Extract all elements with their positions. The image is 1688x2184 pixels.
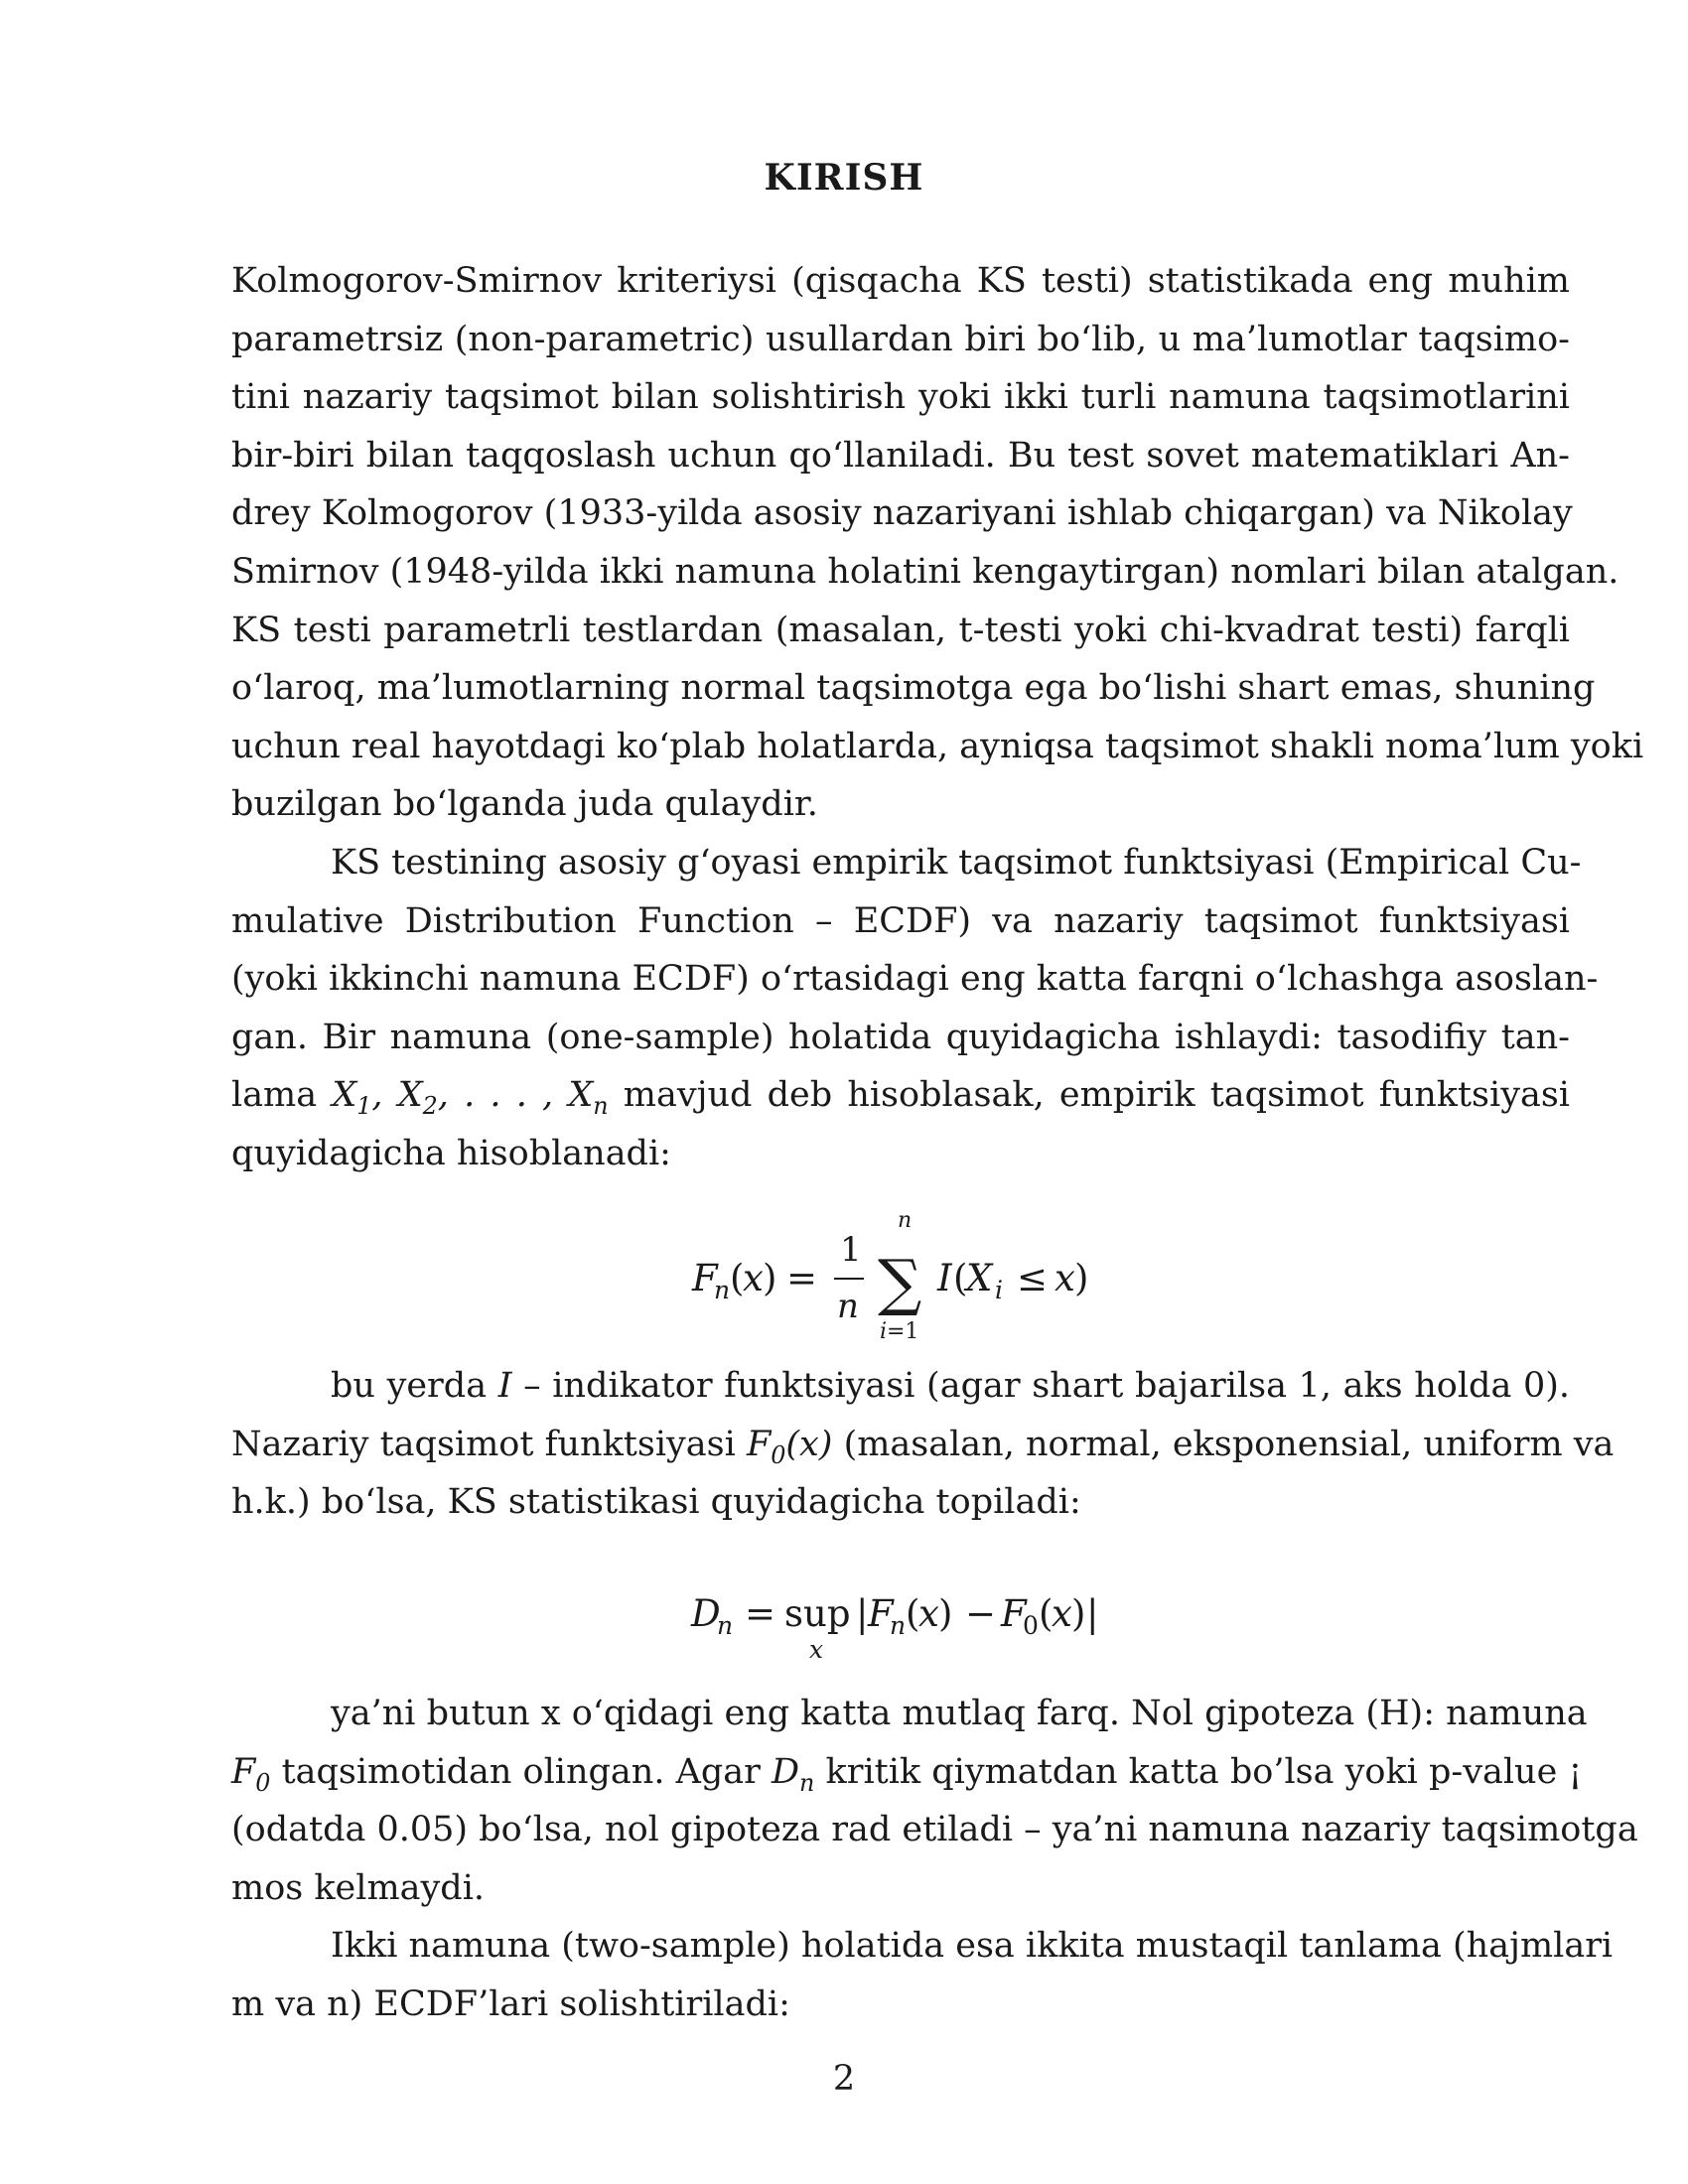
svg-text:n: n <box>837 1287 859 1326</box>
formula-ks-svg <box>0 1580 1688 1660</box>
svg-text:): ) <box>1071 1592 1086 1635</box>
page-number: 2 <box>832 2059 856 2099</box>
svg-text:x: x <box>743 1257 764 1299</box>
section-heading: KIRISH <box>764 157 924 199</box>
text-line: ya’ni butun x o‘qidagi eng katta mutlaq farq. Nol gipoteza (H): namuna <box>331 1694 1588 1733</box>
svg-text:): ) <box>763 1257 777 1299</box>
svg-text:F: F <box>1001 1592 1027 1635</box>
svg-text:x: x <box>1052 1592 1072 1635</box>
svg-text:X: X <box>966 1257 993 1299</box>
math-F0-sub: $F_0$ <box>231 1751 271 1797</box>
svg-text:∑: ∑ <box>878 1246 922 1318</box>
svg-text:sup: sup <box>784 1592 851 1635</box>
text-line: Nazariy taqsimot funktsiyasi $F_0(x)$ (masalan, normal, eksponensial, uniform va <box>231 1424 1615 1469</box>
sample-variables: $X_1$, $X_2$, . . . , $X_n$ <box>332 1075 609 1121</box>
paragraph-two-sample <box>231 1917 1614 2033</box>
text-line: lama $X_1$, $X_2$, . . . , $X_n$ mavjud deb hisoblasak, empirik taqsimot funktsiyasi <box>231 1075 1570 1121</box>
svg-text:x: x <box>1055 1257 1075 1299</box>
text-line: h.k.) bo‘lsa, KS statistikasi quyidagicha topiladi: <box>231 1482 1081 1523</box>
formula-ecdf <box>0 1209 1688 1348</box>
svg-text:x: x <box>809 1635 824 1660</box>
svg-text:n: n <box>714 1276 731 1304</box>
svg-text:F: F <box>868 1592 894 1635</box>
paragraph-ecdf <box>231 834 1599 1183</box>
text-line: parametrsiz (non-parametric) usullardan biri bo‘lib, u ma’lumotlar taqsimo- <box>231 319 1570 359</box>
svg-text:≤: ≤ <box>1017 1257 1049 1299</box>
text-line: Smirnov (1948-yilda ikki namuna holatini kengaytirgan) nomlari bilan atalgan. <box>231 551 1619 592</box>
paragraph-intro <box>231 252 1644 834</box>
svg-text:x: x <box>918 1592 939 1635</box>
svg-text:(: ( <box>906 1592 920 1635</box>
svg-text:n: n <box>717 1611 734 1640</box>
text-line: mos kelmaydi. <box>231 1867 486 1908</box>
text-line: mulative Distribution Function – ECDF) va nazariy taqsimot funktsiyasi <box>231 900 1570 941</box>
text-line: (odatda 0.05) bo‘lsa, nol gipoteza rad etiladi – ya’ni namuna nazariy taqsimotga <box>231 1810 1638 1850</box>
math-Dn: $D_n$ <box>771 1751 815 1797</box>
svg-text:0: 0 <box>1023 1611 1039 1640</box>
formula-ecdf-svg <box>0 1209 1688 1348</box>
text-line: KS testining asosiy g‘oyasi empirik taqsimot funktsiyasi (Empirical Cu- <box>331 843 1582 883</box>
paragraph-hypothesis <box>231 1685 1638 1917</box>
text-line: Kolmogorov-Smirnov kriteriysi (qisqacha KS testi) statistikada eng muhim <box>231 261 1570 301</box>
svg-text:=1: =1 <box>887 1319 919 1344</box>
text-line: o‘laroq, ma’lumotlarning normal taqsimotga ega bo‘lishi shart emas, shuning <box>231 668 1596 709</box>
svg-text:1: 1 <box>840 1230 862 1270</box>
svg-text:): ) <box>938 1592 953 1635</box>
svg-text:D: D <box>691 1592 721 1635</box>
text-line: quyidagicha hisoblanadi: <box>231 1133 671 1173</box>
text-line: $F_0$ taqsimotidan olingan. Agar $D_n$ kritik qiymatdan katta bo’lsa yoki p-value ¡ <box>231 1751 1583 1797</box>
svg-text:n: n <box>898 1209 913 1233</box>
text-line: tini nazariy taqsimot bilan solishtirish yoki ikki turli namuna taqsimotlarini <box>231 377 1570 418</box>
text-line: uchun real hayotdagi ko‘plab holatlarda, ayniqsa taqsimot shakli noma’lum yoki <box>231 726 1644 766</box>
text-line: buzilgan bo‘lganda juda qulaydir. <box>231 784 818 825</box>
svg-text:I: I <box>937 1257 952 1299</box>
svg-text:(: ( <box>953 1257 968 1299</box>
formula-ks-statistic <box>0 1580 1688 1660</box>
text-line: bir-biri bilan taqqoslash uchun qo‘llaniladi. Bu test sovet matematiklari An- <box>231 435 1570 476</box>
text-line: gan. Bir namuna (one-sample) holatida quyidagicha ishlaydi: tasodifiy tan- <box>231 1017 1570 1057</box>
text-line: KS testi parametrli testlardan (masalan, t-testi yoki chi-kvadrat testi) farqli <box>231 610 1570 650</box>
text-line: drey Kolmogorov (1933-yilda asosiy nazariyani ishlab chiqargan) va Nikolay <box>231 493 1573 534</box>
svg-text:i: i <box>880 1319 888 1344</box>
svg-text:): ) <box>1074 1257 1089 1299</box>
svg-text:(: ( <box>730 1257 745 1299</box>
svg-text:(: ( <box>1039 1592 1054 1635</box>
svg-text:=: = <box>786 1257 818 1299</box>
text-line: Ikki namuna (two-sample) holatida esa ikkita mustaqil tanlama (hajmlari <box>331 1926 1614 1966</box>
svg-text:n: n <box>890 1611 907 1640</box>
text-line: (yoki ikkinchi namuna ECDF) o‘rtasidagi eng katta farqni o‘lchashga asoslan- <box>231 959 1599 1000</box>
svg-text:=: = <box>745 1592 776 1635</box>
math-F0: $F_0(x)$ <box>746 1424 833 1469</box>
svg-text:i: i <box>995 1276 1003 1304</box>
svg-text:|: | <box>856 1592 869 1635</box>
paragraph-indicator <box>231 1357 1615 1532</box>
text-line: m va n) ECDF’lari solishtiriladi: <box>231 1983 790 2024</box>
text-line: bu yerda I – indikator funktsiyasi (agar shart bajarilsa 1, aks holda 0). <box>331 1366 1570 1406</box>
svg-text:−: − <box>965 1592 997 1635</box>
svg-text:F: F <box>692 1257 718 1299</box>
svg-text:|: | <box>1086 1592 1099 1635</box>
